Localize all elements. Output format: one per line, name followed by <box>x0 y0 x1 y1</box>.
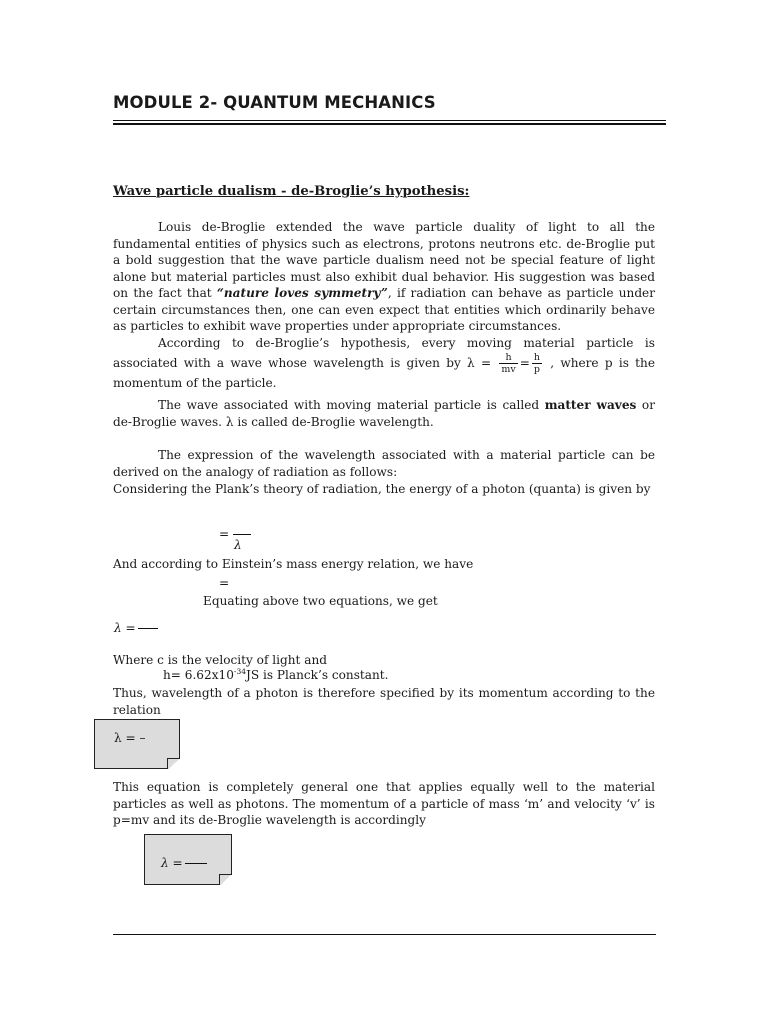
paragraph-matter-waves <box>113 397 655 430</box>
planck-constant-line: $h= 6.62x10^{-34}JS$ is Planck’s constant. <box>163 666 389 682</box>
para2-text-after: , where p is the momentum of the particle. <box>113 355 655 390</box>
box1-equation: λ = – <box>114 731 146 745</box>
para2-equals: = <box>519 355 530 370</box>
para3-text-after: or de-Broglie waves. λ is called de-Broglie wavelength. <box>113 398 655 429</box>
equation-lambda: λ = <box>114 621 158 635</box>
equation-energy-denominator: λ <box>234 538 242 552</box>
paragraph-intro <box>113 219 655 335</box>
para1-text-before: Louis de-Broglie extended the wave particle duality of light to all the fundamental entities of physics such as electrons, protons neutrons etc. de-Broglie put a bold suggestion that the wave particle dualism need not be special feature of light alone but material particles must also exhibit dual behavior. His suggestion was based on the fact that <box>113 220 655 300</box>
title-rule-thin <box>113 120 666 121</box>
matter-waves-term: matter waves <box>544 398 637 412</box>
equation-energy-photon: = <box>219 527 251 541</box>
boxed-equation-photon <box>94 719 180 769</box>
equating-text: Equating above two equations, we get <box>203 594 438 608</box>
section-heading: Wave particle dualism - de-Broglie’s hypothesis: <box>113 184 470 199</box>
paragraph-hypothesis <box>113 335 655 391</box>
title-rule-thick <box>113 123 666 125</box>
footer-rule <box>113 934 656 935</box>
para1-text-after: , if radiation can behave as particle under certain circumstances then, one can even expect that entities which ordinarily behave as particles to exhibit wave properties under appropriate circumstances. <box>113 286 655 333</box>
paragraph-derivation: The expression of the wavelength associated with a material particle can be derived on the analogy of radiation as follows: <box>113 448 655 479</box>
paragraph-thus: Thus, wavelength of a photon is therefore specified by its momentum according to the relation <box>113 686 655 717</box>
page-fold-corner <box>219 874 232 885</box>
page-fold-corner <box>167 758 180 769</box>
equation-mass-energy: = <box>219 576 230 590</box>
boxed-equation-particle <box>144 834 232 885</box>
box2-equation: λ = <box>161 856 207 870</box>
para1-emphasis: “nature loves symmetry” <box>216 286 388 300</box>
para2-text-before: According to de-Broglie’s hypothesis, every moving material particle is associated with a wave whose wavelength is given by λ = <box>113 336 655 370</box>
para3-text-before: The wave associated with moving material particle is called <box>158 398 545 412</box>
where-line: Where c is the velocity of light and <box>113 653 327 667</box>
paragraph-einstein: And according to Einstein’s mass energy relation, we have <box>113 557 474 571</box>
fraction-h-over-p: $\frac{h}{p}$ <box>533 351 540 375</box>
fraction-h-over-mv: $\frac{h}{mv}$ <box>501 351 516 375</box>
paragraph-general: This equation is completely general one that applies equally well to the material particles as well as photons. The momentum of a particle of mass ‘m’ and velocity ‘v’ is p=mv and its de-Broglie wavelength is accordingly <box>113 780 655 827</box>
module-title: MODULE 2- QUANTUM MECHANICS <box>113 93 436 112</box>
paragraph-plank-theory: Considering the Plank’s theory of radiation, the energy of a photon (quanta) is given by <box>113 482 651 496</box>
